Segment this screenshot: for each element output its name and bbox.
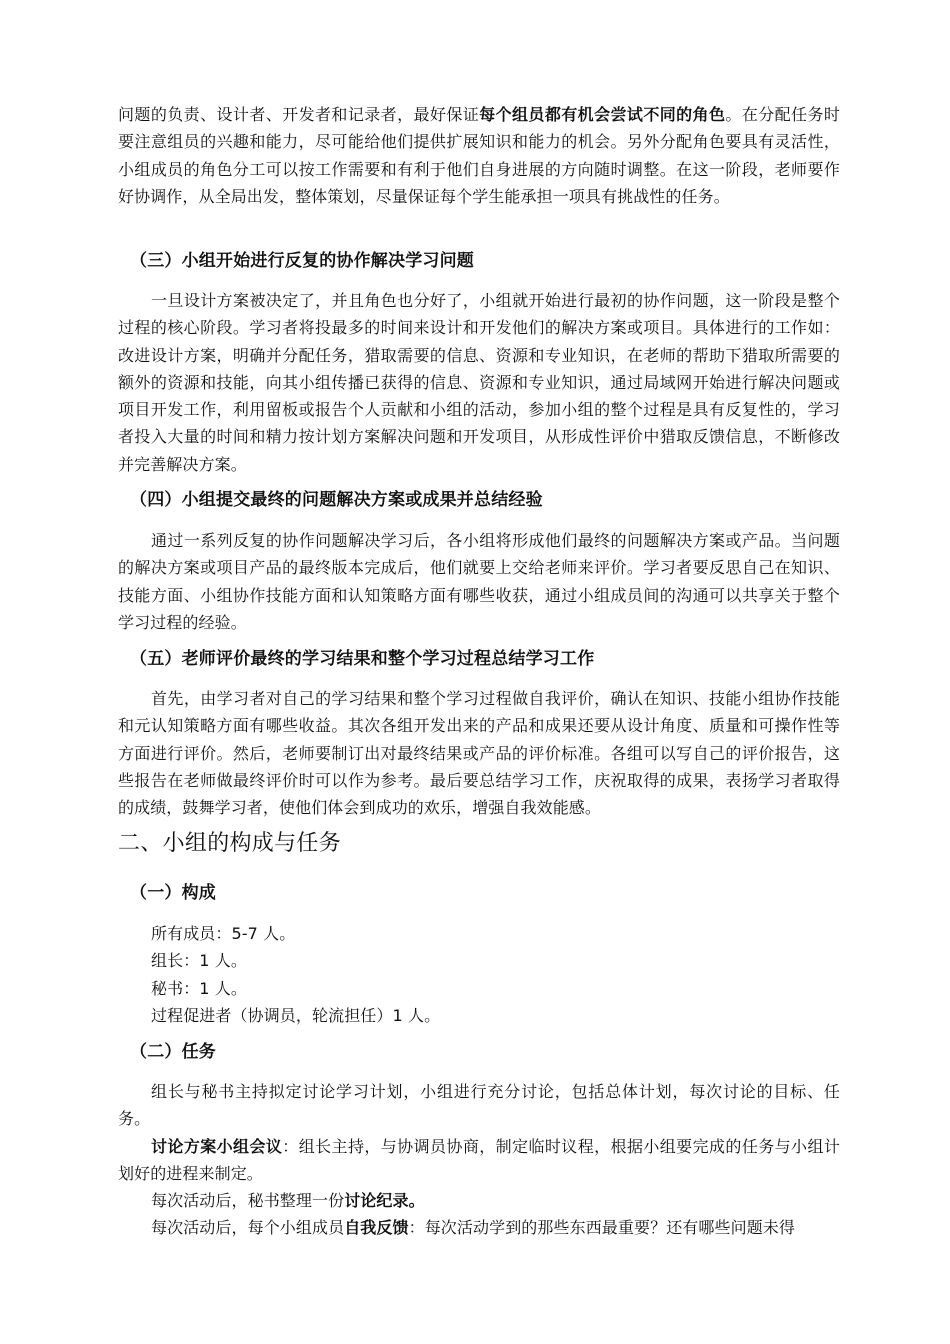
paragraph-collaboration xyxy=(118,287,840,478)
task-record-bold: 讨论纪录。 xyxy=(344,1191,425,1211)
paragraph-final-solution xyxy=(118,527,840,636)
task-feedback xyxy=(118,1214,840,1241)
heading-chapter-2 xyxy=(118,829,840,859)
p3-text: 通过一系列反复的协作问题解决学习后，各小组将形成他们最终的问题解决方案或产品。当问题的解决方案或项目产品的最终版本完成后，他们就要上交给老师来评价。学习者要反思自己在知识、技能方面、小组协作技能方面和认知策略方面有哪些收获，通过小组成员间的沟通可以共享关于整个学习过程的经验。 xyxy=(118,531,840,632)
p1-bold: 每个组员都有机会尝试不同的角色 xyxy=(479,105,726,124)
heading-composition xyxy=(118,880,840,907)
task-list xyxy=(118,1078,840,1242)
task-meeting xyxy=(118,1133,840,1188)
task-record-text: 每次活动后，秘书整理一份 xyxy=(151,1191,345,1211)
heading-section-3 xyxy=(118,248,840,275)
heading-section-4 xyxy=(118,487,840,514)
tasks-heading-text: （二）任务 xyxy=(130,1042,216,1062)
task-record xyxy=(118,1187,840,1214)
member-item: 秘书：1 人。 xyxy=(151,978,247,998)
heading-5-text: （五）老师评价最终的学习结果和整个学习过程总结学习工作 xyxy=(130,649,595,669)
heading-section-5 xyxy=(118,646,840,673)
p2-text: 一旦设计方案被决定了，并且角色也分好了，小组就开始进行最初的协作问题，这一阶段是整个过程的核心阶段。学习者将投最多的时间来设计和开发他们的解决方案或项目。具体进行的工作如：改进设计方案，明确并分配任务，猎取需要的信息、资源和专业知识，在老师的帮助下猎取所需要的额外的资源和技能，向其小组传播已获得的信息、资源和专业知识，通过局域网开始进行解决问题或项目开发工作，利用留板或报告个人贡献和小组的活动，参加小组的整个过程是具有反复性的，学习者投入大量的时间和精力按计划方案解决问题和开发项目，从形成性评价中猎取反馈信息，不断修改并完善解决方案。 xyxy=(118,291,840,474)
task-feedback-text-a: 每次活动后，每个小组成员 xyxy=(151,1218,345,1238)
task-feedback-bold: 自我反馈 xyxy=(344,1218,409,1238)
paragraph-evaluation xyxy=(118,685,840,821)
task-plan: 组长与秘书主持拟定讨论学习计划，小组进行充分讨论，包括总体计划，每次讨论的目标、任务。 xyxy=(118,1082,840,1129)
task-feedback-text-b: ：每次活动学到的那些东西最重要？还有哪些问题未得 xyxy=(408,1218,796,1238)
member-item: 组长：1 人。 xyxy=(151,951,247,971)
member-item: 过程促进者（协调员，轮流担任）1 人。 xyxy=(151,1005,441,1025)
heading-3-text: （三）小组开始进行反复的协作解决学习问题 xyxy=(130,251,474,271)
member-list xyxy=(118,920,840,1029)
paragraph-roles xyxy=(118,101,840,210)
p4-text: 首先，由学习者对自己的学习结果和整个学习过程做自我评价，确认在知识、技能小组协作技能和元认知策略方面有哪些收益。其次各组开发出来的产品和成果还要从设计角度、质量和可操作性等方面进行评价。然后，老师要制订出对最终结果或产品的评价标准。各组可以写自己的评价报告，这些报告在老师做最终评价时可以作为参考。最后要总结学习工作，庆祝取得的成果，表扬学习者取得的成绩，鼓舞学习者，使他们体会到成功的欢乐，增强自我效能感。 xyxy=(118,689,840,818)
p1-text-a: 问题的负责、设计者、开发者和记录者，最好保证 xyxy=(118,105,480,124)
chapter-title: 二、小组的构成与任务 xyxy=(118,831,342,856)
composition-heading-text: （一）构成 xyxy=(130,883,216,903)
heading-tasks xyxy=(118,1039,840,1066)
task-meeting-bold: 讨论方案小组会议 xyxy=(151,1136,283,1156)
heading-4-text: （四）小组提交最终的问题解决方案或成果并总结经验 xyxy=(130,490,543,510)
p1-text-b: 。在分配任务时要注意组员的兴趣和能力，尽可能给他们提供扩展知识和能力的机会。另外分配角色要具有灵活性，小组成员的角色分工可以按工作需要和有利于他们自身进展的方向随时调整。在这一阶段，老师要作好协调作，从全局出发，整体策划，尽量保证每个学生能承担一项具有挑战性的任务。 xyxy=(118,105,841,206)
member-item: 所有成员：5-7 人。 xyxy=(151,924,296,943)
task-meeting-text: ：组长主持，与协调员协商，制定临时议程，根据小组要完成的任务与小组计划好的进程来制定。 xyxy=(118,1136,840,1183)
